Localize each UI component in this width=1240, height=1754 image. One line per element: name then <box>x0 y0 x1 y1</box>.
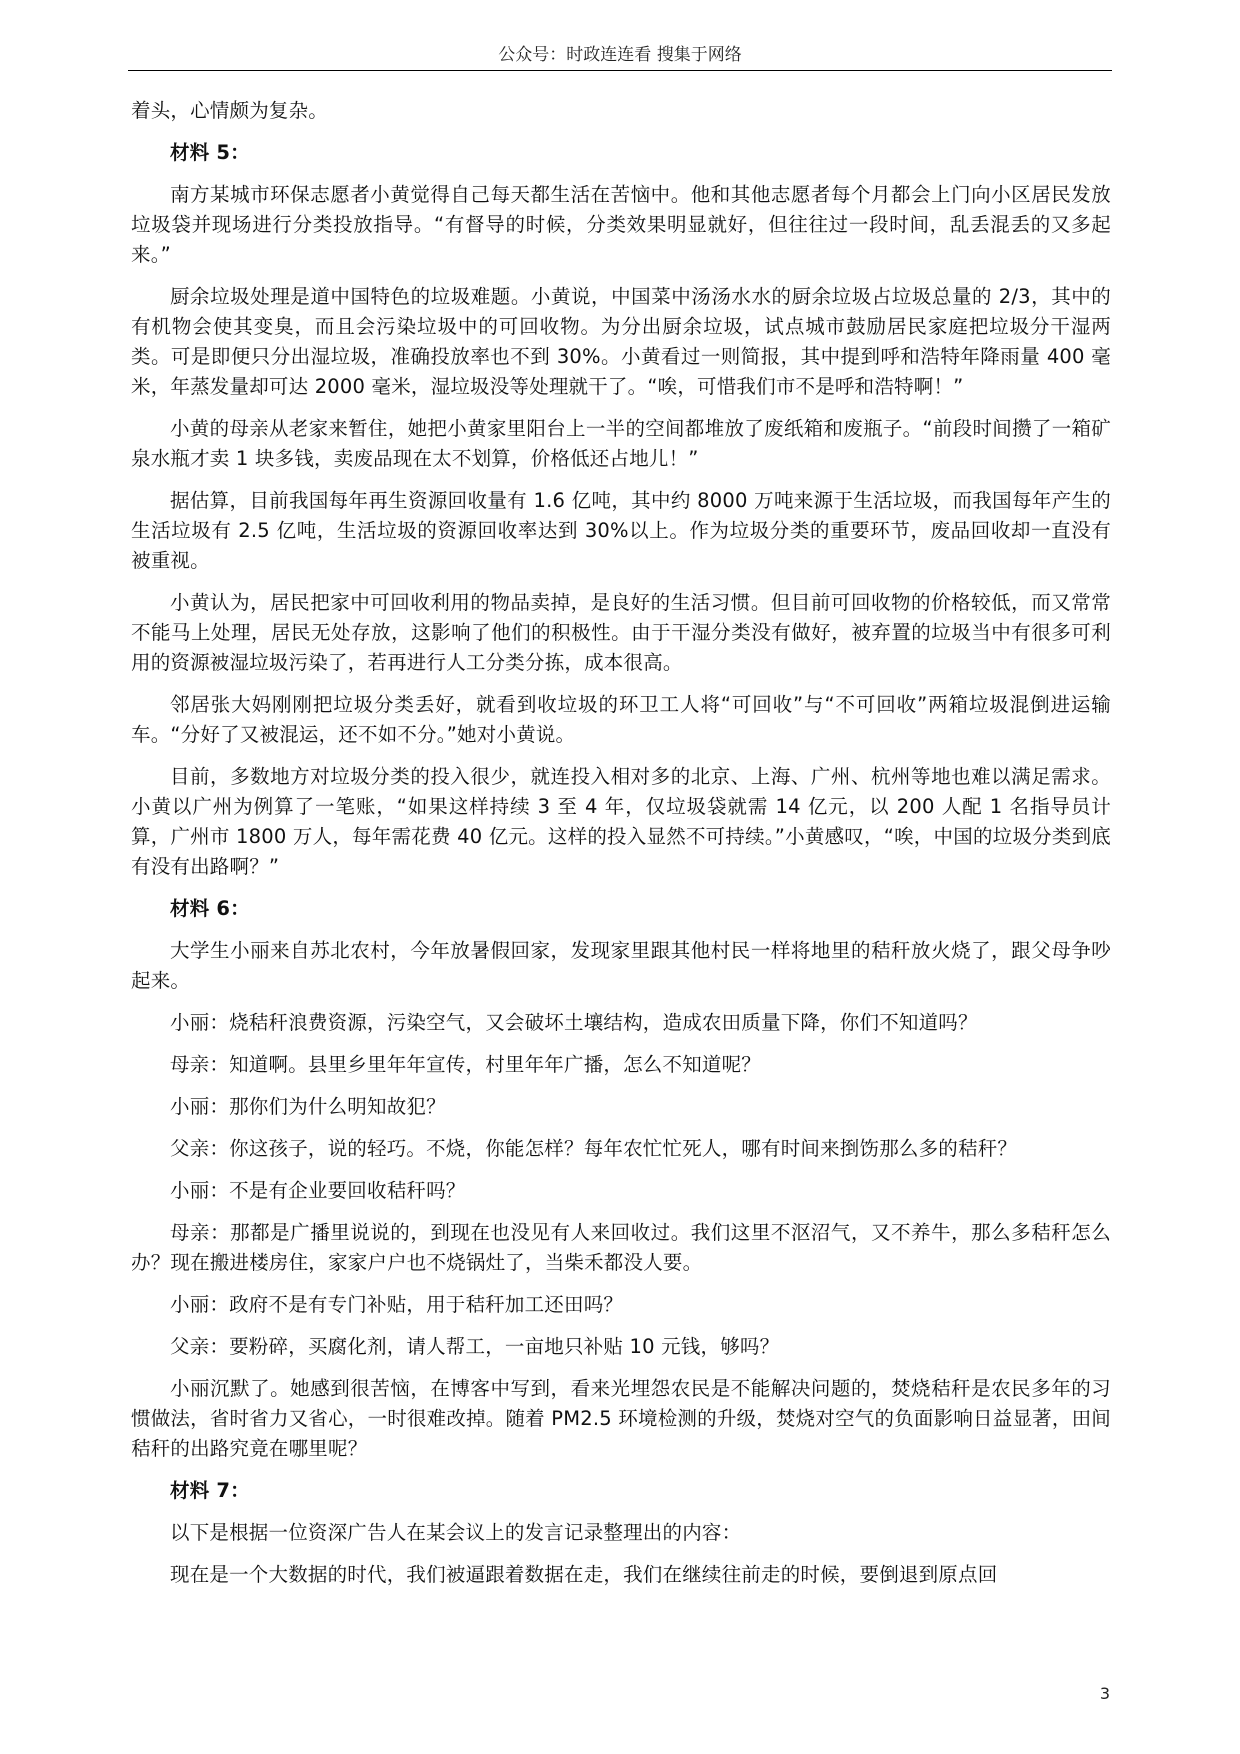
paragraph: 小丽：烧秸秆浪费资源，污染空气，又会破坏土壤结构，造成农田质量下降，你们不知道吗？ <box>170 1011 978 1034</box>
paragraph: 小丽：不是有企业要回收秸秆吗？ <box>170 1179 466 1202</box>
document-body <box>131 96 1111 1602</box>
header-divider <box>128 70 1112 71</box>
paragraph: 小丽：那你们为什么明知故犯？ <box>170 1095 446 1118</box>
paragraph: 厨余垃圾处理是道中国特色的垃圾难题。小黄说，中国菜中汤汤水水的厨余垃圾占垃圾总量的 2/3，其中的有机物会使其变臭，而且会污染垃圾中的可回收物。为分出厨余垃圾，试点城市鼓励居民家庭把垃圾分干湿两类。可是即便只分出湿垃圾，准确投放率也不到 30%。小黄看过一则简报，其中提到呼和浩特年降雨量 400 毫米，年蒸发量却可达 2000 毫米，湿垃圾没等处理就干了。“唉，可惜我们市不是呼和浩特啊！” <box>131 285 1111 398</box>
paragraph: 现在是一个大数据的时代，我们被逼跟着数据在走，我们在继续往前走的时候，要倒退到原点回 <box>170 1563 998 1586</box>
paragraph: 以下是根据一位资深广告人在某会议上的发言记录整理出的内容： <box>170 1521 742 1544</box>
paragraph: 大学生小丽来自苏北农村，今年放暑假回家，发现家里跟其他村民一样将地里的秸秆放火烧了，跟父母争吵起来。 <box>131 939 1111 992</box>
paragraph: 父亲：要粉碎，买腐化剂，请人帮工，一亩地只补贴 10 元钱，够吗？ <box>170 1335 780 1358</box>
paragraph-continuation: 着头，心情颇为复杂。 <box>131 99 329 122</box>
paragraph: 小丽：政府不是有专门补贴，用于秸秆加工还田吗？ <box>170 1293 624 1316</box>
paragraph: 目前，多数地方对垃圾分类的投入很少，就连投入相对多的北京、上海、广州、杭州等地也难以满足需求。小黄以广州为例算了一笔账，“如果这样持续 3 至 4 年，仅垃圾袋就需 14 亿元，以 200 人配 1 名指导员计算，广州市 1800 万人，每年需花费 40 亿元。这样的投入显然不可持续。”小黄感叹，“唉，中国的垃圾分类到底有没有出路啊？” <box>131 765 1111 878</box>
paragraph: 小丽沉默了。她感到很苦恼，在博客中写到，看来光埋怨农民是不能解决问题的，焚烧秸秆是农民多年的习惯做法，省时省力又省心，一时很难改掉。随着 PM2.5 环境检测的升级，焚烧对空气的负面影响日益显著，田间秸秆的出路究竟在哪里呢？ <box>131 1377 1111 1460</box>
section-heading: 材料 7： <box>170 1479 250 1502</box>
paragraph: 母亲：那都是广播里说说的，到现在也没见有人来回收过。我们这里不沤沼气，又不养牛，那么多秸秆怎么办？现在搬进楼房住，家家户户也不烧锅灶了，当柴禾都没人要。 <box>131 1221 1111 1274</box>
section-heading: 材料 5： <box>170 141 250 164</box>
paragraph: 小黄认为，居民把家中可回收利用的物品卖掉，是良好的生活习惯。但目前可回收物的价格较低，而又常常不能马上处理，居民无处存放，这影响了他们的积极性。由于干湿分类没有做好，被弃置的垃圾当中有很多可利用的资源被湿垃圾污染了，若再进行人工分类分拣，成本很高。 <box>131 591 1111 674</box>
paragraph: 据估算，目前我国每年再生资源回收量有 1.6 亿吨，其中约 8000 万吨来源于生活垃圾，而我国每年产生的生活垃圾有 2.5 亿吨，生活垃圾的资源回收率达到 30%以上。作为垃圾分类的重要环节，废品回收却一直没有被重视。 <box>131 489 1111 572</box>
section-heading: 材料 6： <box>170 897 250 920</box>
paragraph: 邻居张大妈刚刚把垃圾分类丢好，就看到收垃圾的环卫工人将“可回收”与“不可回收”两箱垃圾混倒进运输车。“分好了又被混运，还不如不分。”她对小黄说。 <box>131 693 1111 746</box>
paragraph: 父亲：你这孩子，说的轻巧。不烧，你能怎样？每年农忙忙死人，哪有时间来捯饬那么多的秸秆？ <box>170 1137 1018 1160</box>
paragraph: 小黄的母亲从老家来暂住，她把小黄家里阳台上一半的空间都堆放了废纸箱和废瓶子。“前段时间攒了一箱矿泉水瓶才卖 1 块多钱，卖废品现在太不划算，价格低还占地儿！” <box>131 417 1111 470</box>
page-number: 3 <box>1099 1684 1110 1703</box>
paragraph: 南方某城市环保志愿者小黄觉得自己每天都生活在苦恼中。他和其他志愿者每个月都会上门向小区居民发放垃圾袋并现场进行分类投放指导。“有督导的时候，分类效果明显就好，但往往过一段时间，乱丢混丢的又多起来。” <box>131 183 1111 266</box>
running-header: 公众号：时政连连看 搜集于网络 <box>498 45 742 65</box>
paragraph: 母亲：知道啊。县里乡里年年宣传，村里年年广播，怎么不知道呢？ <box>170 1053 762 1076</box>
